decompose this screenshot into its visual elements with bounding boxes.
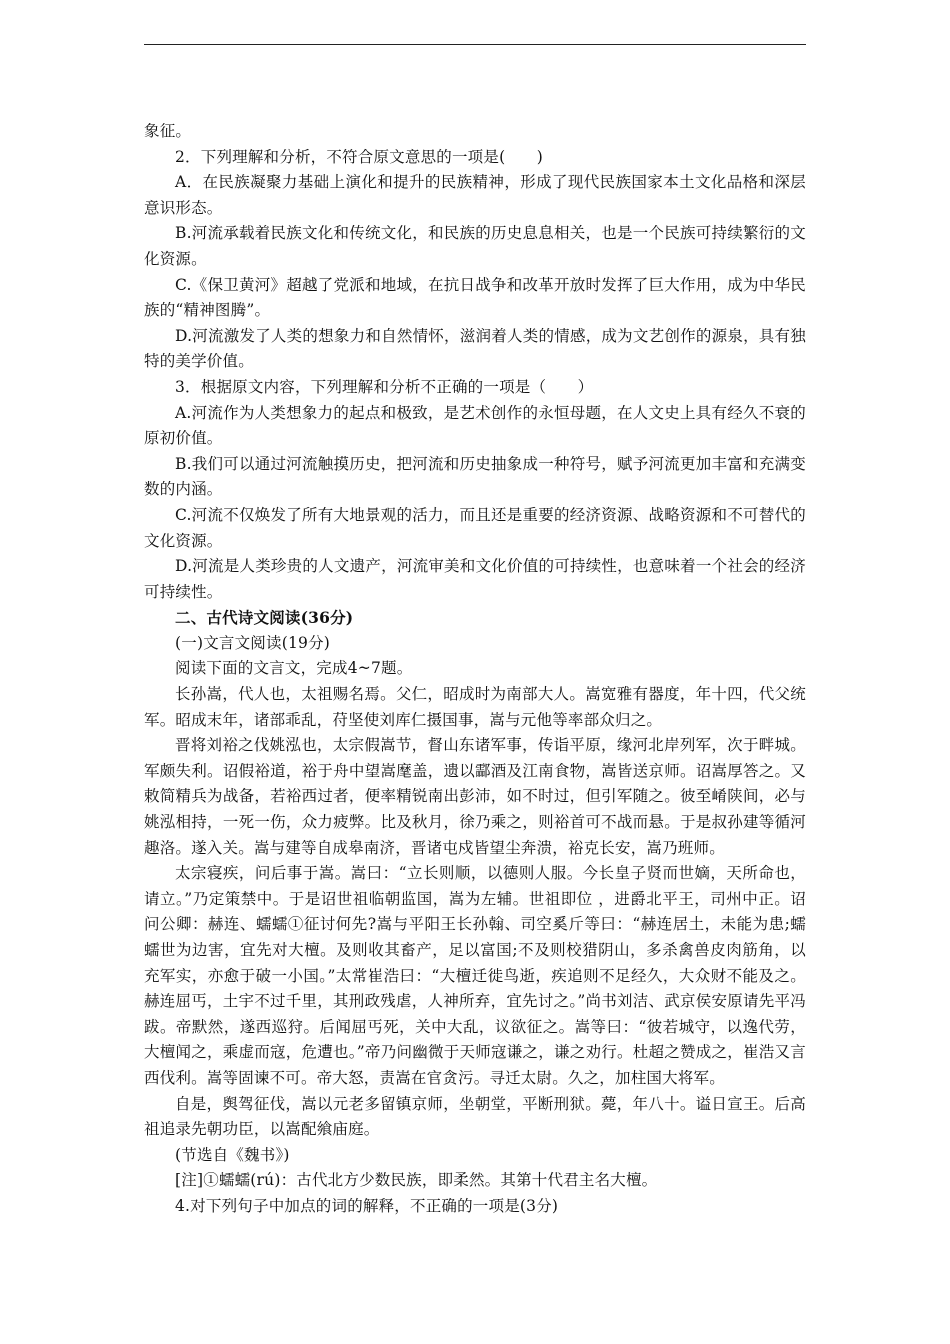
paragraph: [注]①蠕蠕(rú)：古代北方少数民族，即柔然。其第十代君主名大檀。 bbox=[175, 1171, 658, 1190]
paragraph: 3．根据原文内容，下列理解和分析不正确的一项是（ ） bbox=[175, 377, 594, 396]
paragraph: 太宗寝疾，问后事于嵩。嵩曰：“立长则顺，以德则人服。今长皇子贤而世嫡，天所命也，请立。”乃定策禁中。于是诏世祖临朝监国，嵩为左辅。世祖即位 ，进爵北平王，司州中正。诏问公卿：赫连、蠕蠕①征讨何先?嵩与平阳王长孙翰、司空奚斤等曰：“赫连居土，未能为患;蠕蠕世为边害，宜先对大檀。及则收其畜产，足以富国;不及则校猎阴山，多杀禽兽皮肉筋角，以充军实，亦愈于破一小国。”太常崔浩曰：“大檀迁徙鸟逝，疾追则不足经久，大众财不能及之。赫连屈丐，土宇不过千里，其刑政残虐，人神所弃，宜先讨之。”尚书刘洁、武京侯安原请先平冯跋。帝默然，遂西巡狩。后闻屈丐死，关中大乱，议欲征之。嵩等曰：“彼若城守，以逸代劳，大檀闻之，乘虚而寇，危遭也。”帝乃问幽微于天师寇谦之，谦之劝行。杜超之赞成之，崔浩又言西伐利。嵩等固谏不可。帝大怒，责嵩在官贪污。寻迁太尉。久之，加柱国大将军。 bbox=[144, 864, 806, 1087]
paragraph: 4.对下列句子中加点的词的解释，不正确的一项是(3分) bbox=[175, 1196, 559, 1215]
paragraph: C.《保卫黄河》超越了党派和地域，在抗日战争和改革开放时发挥了巨大作用，成为中华民族的“精神图腾”。 bbox=[144, 275, 806, 320]
paragraph: (节选自《魏书》) bbox=[175, 1145, 290, 1164]
paragraph: D.河流是人类珍贵的人文遗产，河流审美和文化价值的可持续性，也意味着一个社会的经济可持续性。 bbox=[144, 557, 806, 601]
paragraph: A．在民族凝聚力基础上演化和提升的民族精神，形成了现代民族国家本土文化品格和深层意识形态。 bbox=[144, 173, 806, 217]
paragraph: 晋将刘裕之伐姚泓也，太宗假嵩节，督山东诸军事，传诣平原，缘河北岸列军，次于畔城。军颇失利。诏假裕道，裕于舟中望嵩麾盖，遗以酃酒及江南食物，嵩皆送京师。诏嵩厚答之。又敕简精兵为战备，若裕西过者，便率精锐南出彭沛，如不时过，但引军随之。彼至崤陕间，必与姚泓相持，一死一伤，众力疲弊。比及秋月，徐乃乘之，则裕首可不战而悬。于是叔孙建等循河趣洛。遂入关。嵩与建等自成皋南济，晋诸屯戍皆望尘奔溃，裕克长安，嵩乃班师。 bbox=[144, 736, 806, 857]
paragraph: B.我们可以通过河流触摸历史，把河流和历史抽象成一种符号，赋予河流更加丰富和充满变数的内涵。 bbox=[144, 454, 806, 499]
paragraph: 长孙嵩，代人也，太祖赐名焉。父仁，昭成时为南部大人。嵩宽雅有器度，年十四，代父统军。昭成末年，诸部乖乱，苻坚使刘库仁摄国事，嵩与元他等率部众归之。 bbox=[144, 685, 806, 729]
header-rule bbox=[144, 44, 806, 45]
paragraph: (一)文言文阅读(19分) bbox=[175, 633, 331, 652]
paragraph: 象征。 bbox=[144, 122, 192, 140]
paragraph: B.河流承载着民族文化和传统文化，和民族的历史息息相关，也是一个民族可持续繁衍的文化资源。 bbox=[144, 224, 806, 268]
paragraph: 自是，舆驾征伐，嵩以元老多留镇京师，坐朝堂，平断刑狱。薨，年八十。谥日宣王。后高祖追录先朝功臣，以嵩配飨庙庭。 bbox=[144, 1094, 806, 1139]
section-heading: 二、古代诗文阅读(36分) bbox=[175, 608, 354, 628]
document-body bbox=[144, 119, 806, 1220]
paragraph: D.河流激发了人类的想象力和自然情怀，滋润着人类的情感，成为文艺创作的源泉，具有独特的美学价值。 bbox=[144, 326, 806, 371]
paragraph: 2．下列理解和分析，不符合原文意思的一项是( ) bbox=[175, 147, 543, 166]
paragraph: C.河流不仅焕发了所有大地景观的活力，而且还是重要的经济资源、战略资源和不可替代的文化资源。 bbox=[144, 505, 806, 550]
paragraph: A.河流作为人类想象力的起点和极致，是艺术创作的永恒母题，在人文史上具有经久不衰的原初价值。 bbox=[144, 403, 806, 448]
paragraph: 阅读下面的文言文，完成4~7题。 bbox=[175, 659, 413, 678]
